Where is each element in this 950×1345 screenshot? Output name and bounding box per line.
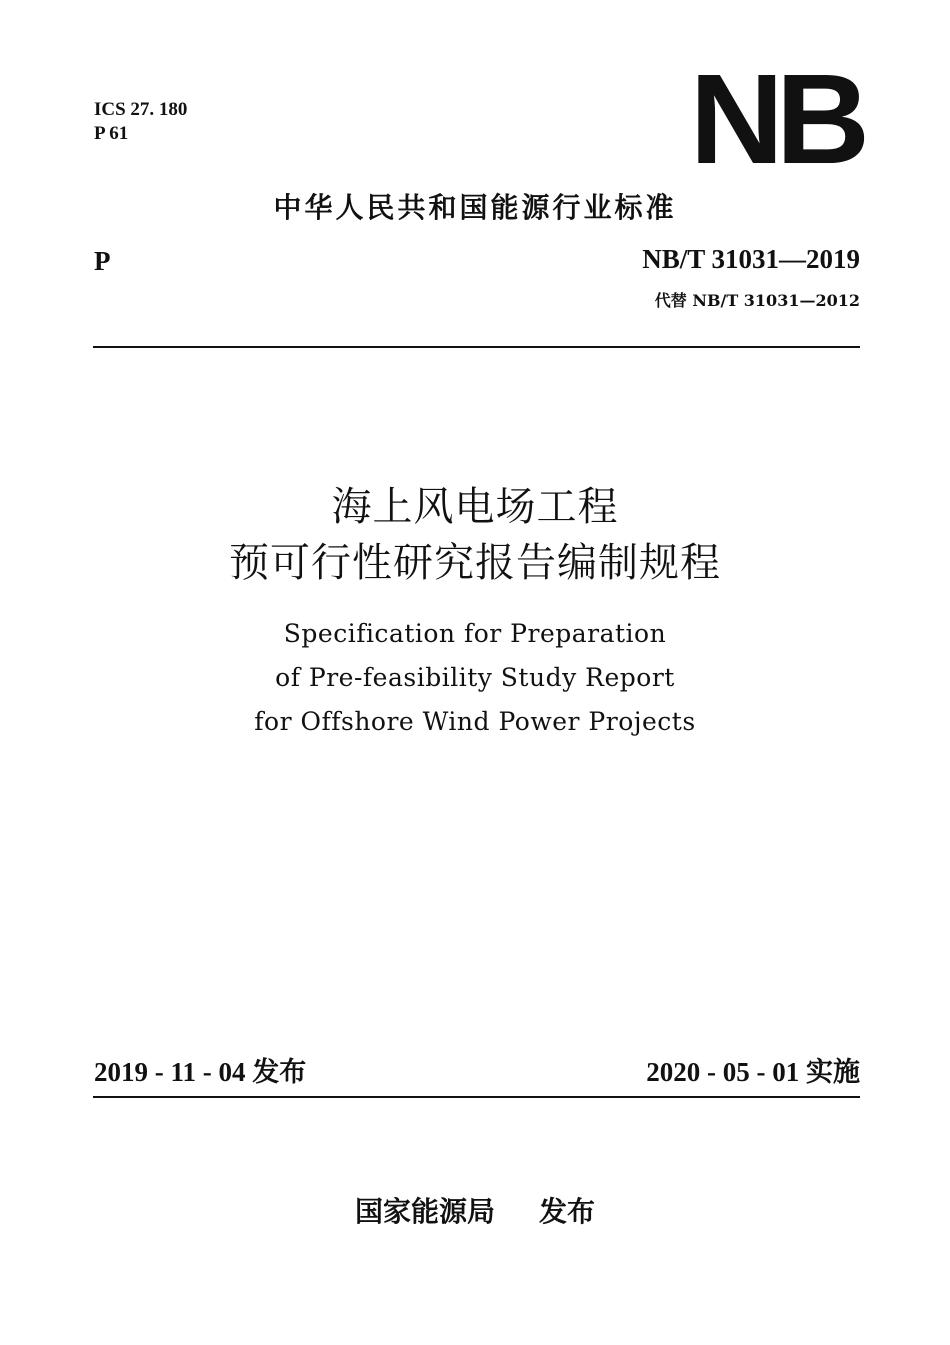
issue-label: 发布 [252,1057,307,1088]
issue-date: 2019 - 11 - 04 [94,1057,246,1087]
bottom-divider [93,1096,860,1098]
title-en-line2: of Pre-feasibility Study Report [275,663,675,692]
top-divider [93,346,860,348]
issue-date-block [94,1050,306,1089]
replaces-standard: 代替 NB/T 31031—2012 [654,291,860,310]
issuer [0,1190,950,1230]
standard-number: NB/T 31031—2019 [642,244,860,274]
issuer-action: 发布 [539,1195,596,1228]
ics-code: ICS 27. 180 [94,99,188,120]
standard-category: 中华人民共和国能源行业标准 [273,191,677,224]
effective-date-block [646,1050,860,1089]
effective-label: 实施 [806,1057,860,1088]
title-cn-line2: 预可行性研究报告编制规程 [229,540,721,586]
title-cn-line1: 海上风电场工程 [331,484,619,530]
class-code: P 61 [94,123,129,144]
title-en-line3: for Offshore Wind Power Projects [254,707,696,736]
title-en-line1: Specification for Preparation [283,619,667,648]
effective-date: 2020 - 05 - 01 [646,1057,800,1087]
title-en [0,612,950,744]
issuer-name: 国家能源局 [354,1195,495,1228]
code-letter: P [94,246,111,276]
classification-codes [94,98,187,146]
nb-logo: NB [689,48,862,191]
